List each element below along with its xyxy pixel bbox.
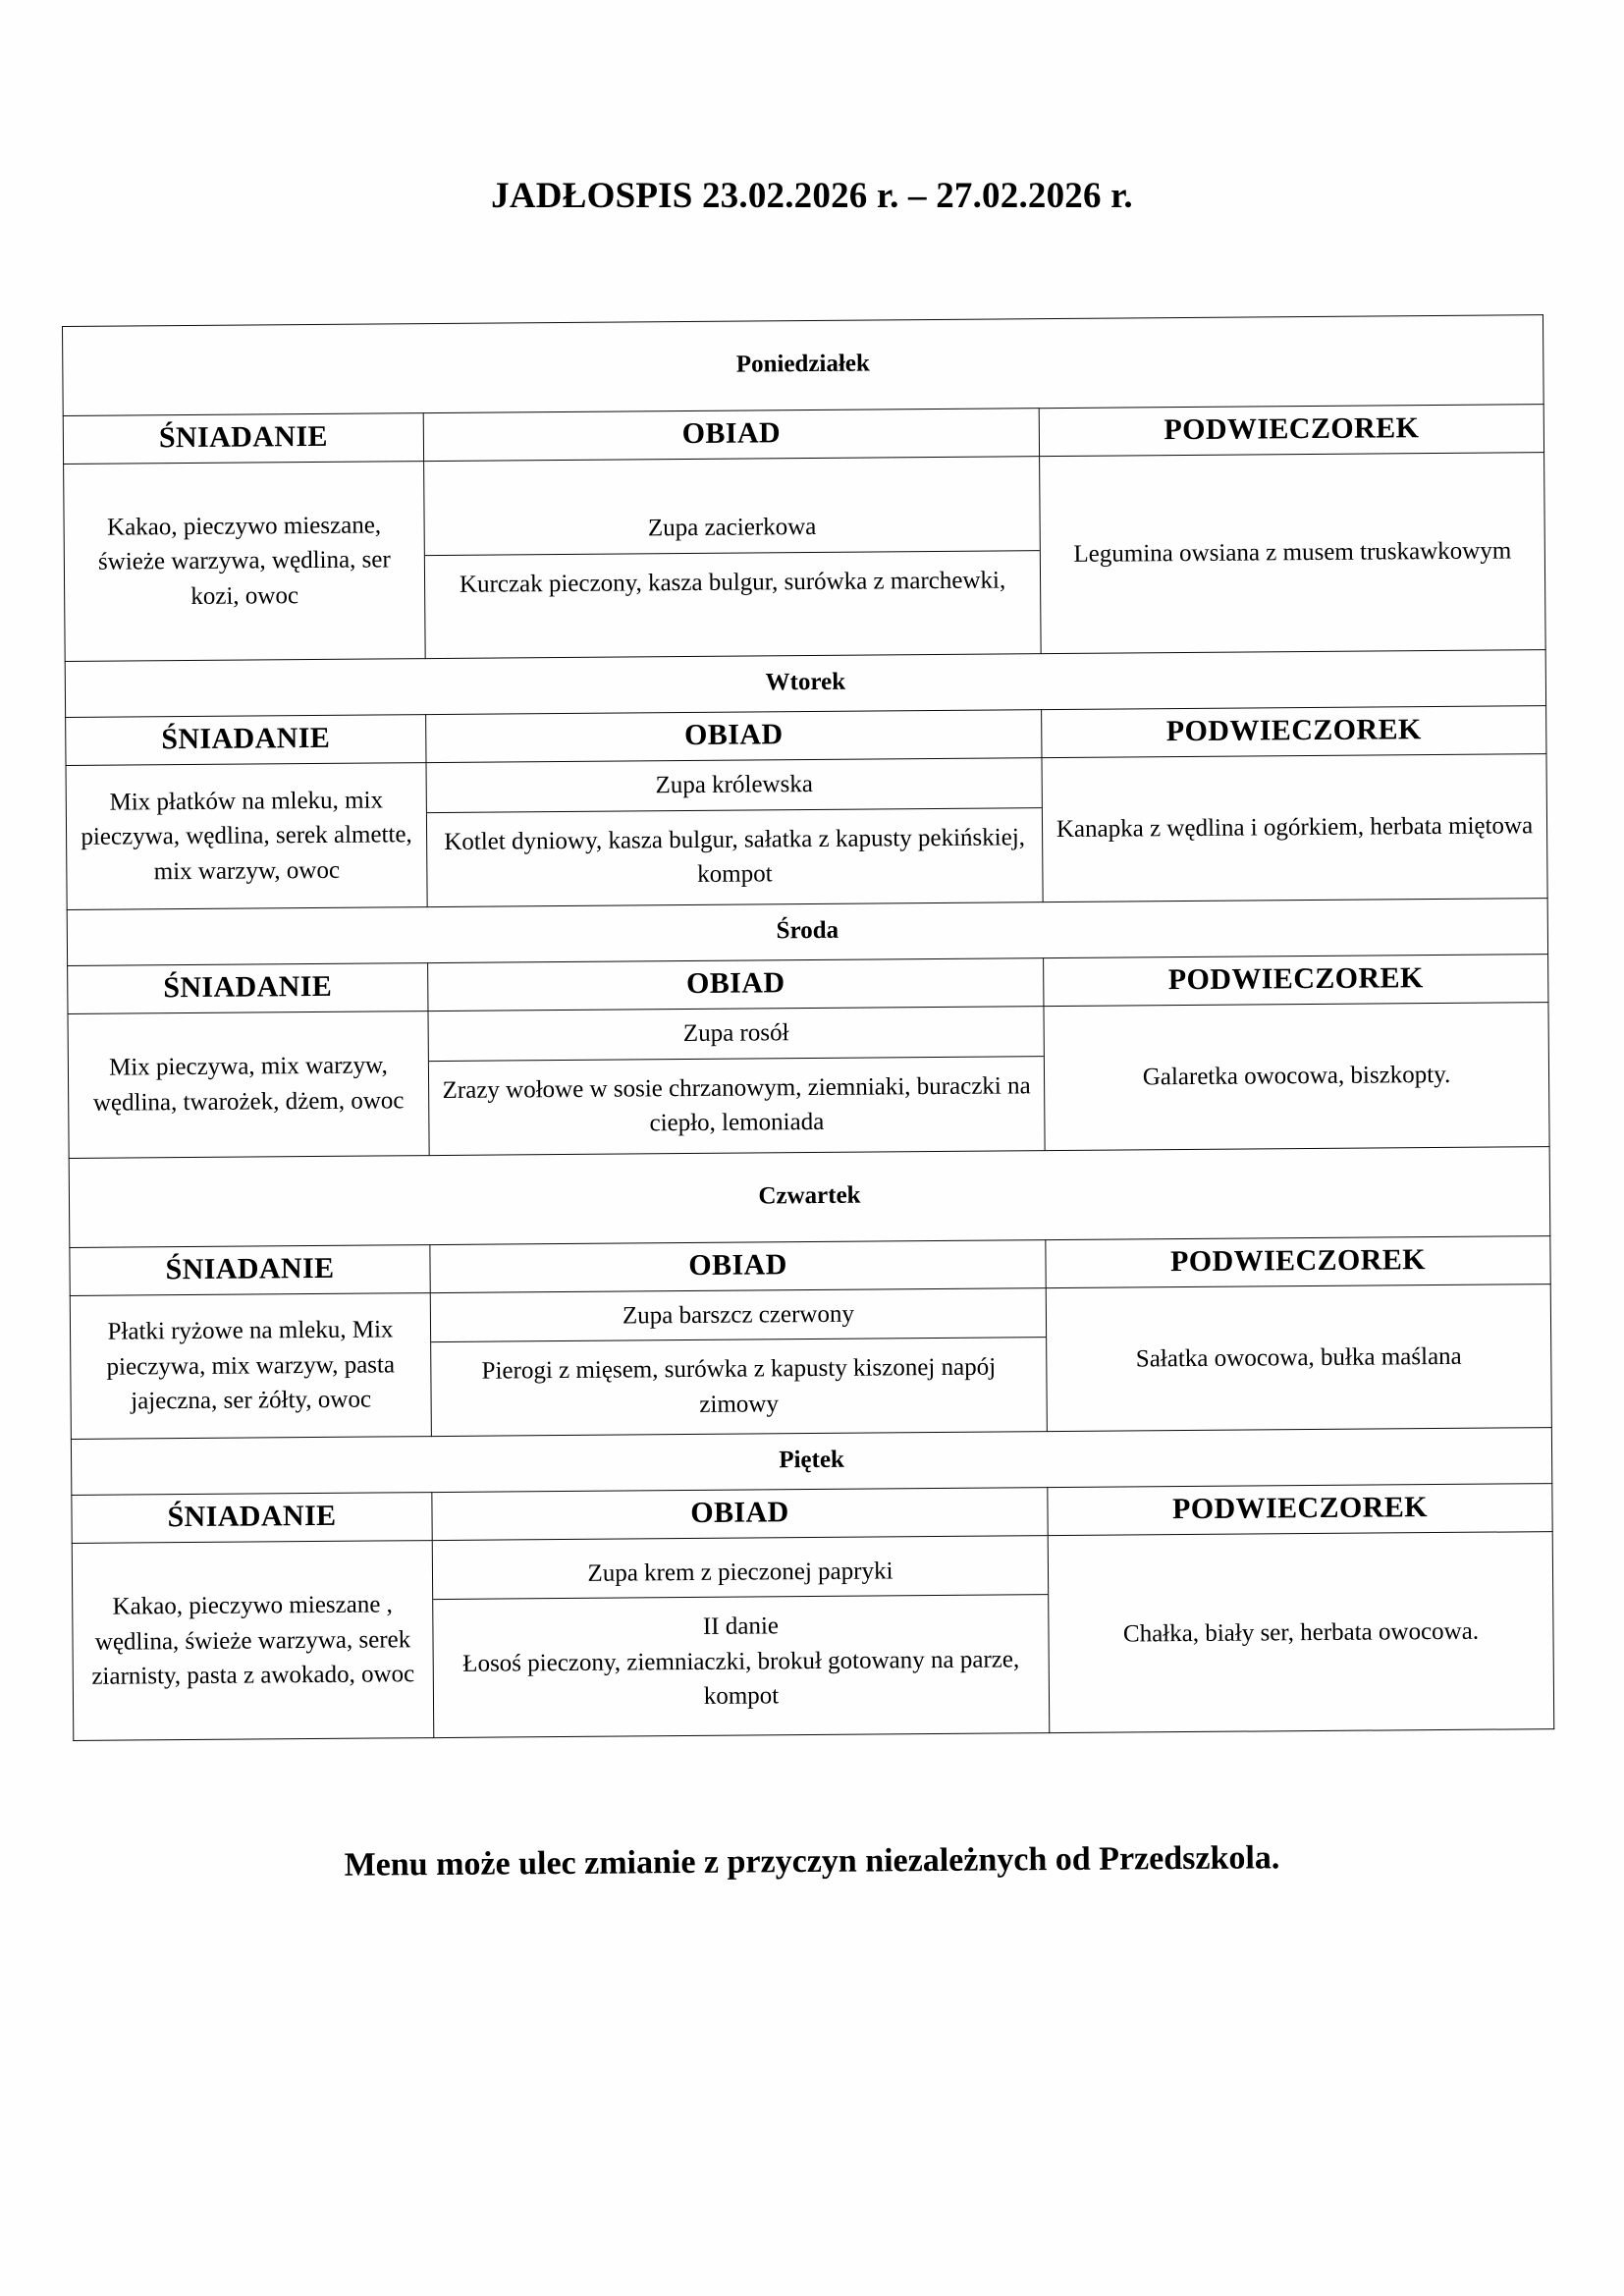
table-row [66, 754, 1547, 910]
soup-cell-tuesday [427, 758, 1042, 812]
breakfast-cell-wednesday [68, 1011, 429, 1158]
column-header-lunch-monday [423, 409, 1039, 462]
breakfast-cell-thursday [70, 1292, 431, 1440]
column-header-breakfast-wednesday [68, 962, 428, 1013]
lunch-split-table-tuesday [427, 758, 1043, 906]
day-name-monday: Poniedziałek [735, 350, 870, 378]
soup-text-tuesday: Zupa królewska [655, 771, 813, 799]
day-header-cell-monday [63, 315, 1544, 416]
table-row [70, 1284, 1551, 1440]
breakfast-text-monday: Kakao, pieczywo mieszane, świeże warzywa, wędlina, ser kozi, owoc [97, 512, 391, 610]
day-name-tuesday: Wtorek [765, 668, 846, 696]
main-row [431, 1338, 1047, 1436]
lunch-cell-wednesday [428, 1006, 1045, 1155]
soup-row [431, 1288, 1046, 1342]
column-header-lunch-thursday [430, 1239, 1046, 1292]
lunch-split-table-monday [424, 501, 1040, 614]
column-header-breakfast-tuesday [66, 715, 426, 766]
soup-text-thursday: Zupa barszcz czerwony [622, 1300, 855, 1330]
snack-label: PODWIECZOREK [1169, 1242, 1427, 1278]
breakfast-label: ŚNIADANIE [163, 969, 333, 1004]
breakfast-label: ŚNIADANIE [165, 1251, 335, 1285]
main-cell-friday [433, 1595, 1049, 1728]
column-header-breakfast-friday [72, 1493, 432, 1544]
breakfast-cell-tuesday [66, 763, 427, 910]
column-header-snack-tuesday [1042, 706, 1546, 758]
snack-cell-monday [1040, 453, 1546, 654]
column-header-snack-friday [1048, 1484, 1552, 1536]
column-header-breakfast-monday [63, 413, 423, 465]
lunch-split-table-friday [433, 1546, 1049, 1728]
snack-label: PODWIECZOREK [1165, 713, 1422, 748]
snack-cell-tuesday [1042, 754, 1547, 902]
main-text-wednesday: Zrazy wołowe w sosie chrzanowym, ziemniaki, buraczki na ciepło, lemoniada [442, 1071, 1031, 1137]
main-row [425, 550, 1040, 614]
lunch-label: OBIAD [681, 416, 782, 451]
soup-text-friday: Zupa krem z pieczonej papryki [587, 1558, 893, 1587]
breakfast-label: ŚNIADANIE [161, 721, 331, 756]
table-row [63, 315, 1544, 416]
breakfast-text-thursday: Płatki ryżowe na mleku, Mix pieczywa, mix warzyw, pasta jajeczna, ser żółty, owoc [106, 1316, 396, 1415]
snack-label: PODWIECZOREK [1164, 411, 1420, 447]
lunch-cell-thursday [430, 1287, 1047, 1437]
lunch-label: OBIAD [683, 718, 784, 752]
breakfast-text-wednesday: Mix pieczywa, mix warzyw, wędlina, twarożek, dżem, owoc [92, 1052, 405, 1117]
table-row [68, 1002, 1549, 1158]
main-row [433, 1595, 1049, 1728]
soup-row [424, 501, 1039, 555]
column-header-snack-wednesday [1044, 954, 1548, 1006]
main-text-tuesday: Kotlet dyniowy, kasza bulgur, sałatka z kapusty pekińskiej, kompot [444, 824, 1026, 889]
snack-cell-thursday [1046, 1284, 1551, 1432]
main-text-friday: II danie Łosoś pieczony, ziemniaczki, brokuł gotowany na parze, kompot [462, 1613, 1020, 1711]
main-row [427, 807, 1043, 905]
lunch-cell-monday [424, 457, 1042, 659]
soup-row [428, 1007, 1043, 1061]
snack-cell-wednesday [1044, 1002, 1549, 1150]
table-row [69, 1146, 1550, 1247]
main-cell-thursday [431, 1338, 1047, 1436]
lunch-split-table-wednesday [428, 1007, 1044, 1155]
main-cell-tuesday [427, 807, 1043, 905]
breakfast-cell-friday [72, 1541, 434, 1741]
snack-text-monday: Legumina owsiana z musem truskawkowym [1073, 537, 1512, 569]
table-row [72, 1532, 1554, 1741]
breakfast-cell-monday [64, 462, 426, 662]
column-header-lunch-tuesday [426, 710, 1042, 763]
main-text-thursday: Pierogi z mięsem, surówka z kapusty kiszonej napój zimowy [481, 1353, 997, 1418]
column-header-lunch-friday [432, 1488, 1048, 1541]
breakfast-label: ŚNIADANIE [167, 1500, 337, 1534]
main-cell-wednesday [429, 1056, 1045, 1154]
soup-cell-monday [424, 501, 1039, 555]
day-name-thursday: Czwartek [758, 1181, 861, 1209]
weekly-menu-table-wrapper [62, 314, 1553, 1741]
lunch-label: OBIAD [685, 965, 785, 1000]
main-text-monday: Kurczak pieczony, kasza bulgur, surówka z marchewki, [459, 567, 1006, 598]
main-cell-monday [425, 550, 1040, 614]
day-name-wednesday: Środa [776, 916, 839, 945]
breakfast-text-friday: Kakao, pieczywo mieszane , wędlina, świeże warzywa, serek ziarnisty, pasta z awokado, owoc [91, 1591, 415, 1690]
column-header-lunch-wednesday [428, 957, 1044, 1011]
menu-disclaimer-note: Menu może ulec zmianie z przyczyn niezależnych od Przedszkola. [344, 1839, 1280, 1884]
page-title: JADŁOSPIS 23.02.2026 r. – 27.02.2026 r. [491, 176, 1133, 216]
soup-row [433, 1546, 1048, 1600]
soup-text-wednesday: Zupa rosół [682, 1018, 789, 1047]
lunch-label: OBIAD [688, 1247, 787, 1282]
weekly-menu-table [62, 314, 1554, 1741]
main-row [429, 1056, 1045, 1154]
soup-cell-thursday [431, 1288, 1046, 1342]
lunch-label: OBIAD [690, 1496, 789, 1530]
snack-cell-friday [1048, 1532, 1554, 1733]
snack-text-tuesday: Kanapka z wędlina i ogórkiem, herbata miętowa [1056, 812, 1534, 844]
breakfast-text-tuesday: Mix płatków na mleku, mix pieczywa, wędlina, serek almette, mix warzyw, owoc [81, 787, 412, 885]
soup-row [427, 758, 1042, 812]
day-name-friday: Piętek [779, 1447, 845, 1474]
table-row [64, 453, 1546, 662]
lunch-cell-tuesday [426, 758, 1043, 907]
breakfast-label: ŚNIADANIE [158, 419, 329, 455]
soup-cell-wednesday [428, 1007, 1043, 1061]
column-header-breakfast-thursday [70, 1244, 430, 1295]
snack-text-thursday: Sałatka owocowa, bułka maślana [1135, 1342, 1462, 1373]
column-header-snack-thursday [1046, 1235, 1550, 1287]
snack-text-wednesday: Galaretka owocowa, biszkopty. [1142, 1061, 1451, 1091]
soup-cell-friday [433, 1546, 1048, 1600]
lunch-split-table-thursday [431, 1288, 1047, 1437]
column-header-snack-monday [1039, 405, 1543, 457]
lunch-cell-friday [432, 1536, 1050, 1738]
snack-label: PODWIECZOREK [1171, 1491, 1429, 1526]
snack-text-friday: Chałka, biały ser, herbata owocowa. [1122, 1617, 1480, 1648]
soup-text-monday: Zupa zacierkowa [647, 513, 817, 542]
day-header-cell-thursday [69, 1146, 1550, 1247]
snack-label: PODWIECZOREK [1167, 960, 1424, 996]
